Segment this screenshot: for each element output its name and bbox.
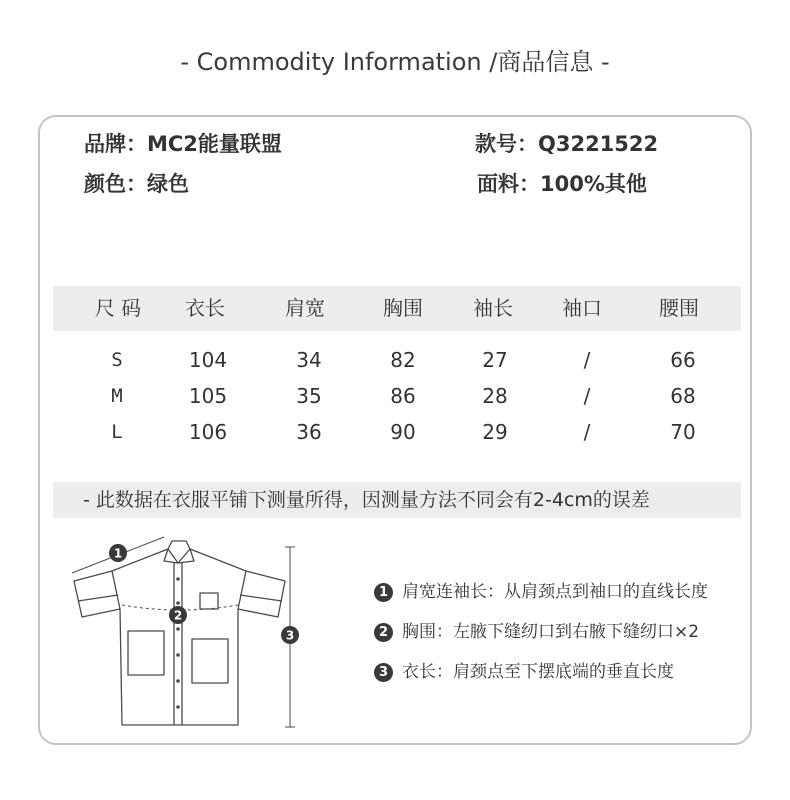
svg-text:3: 3 bbox=[285, 628, 295, 643]
svg-text:2: 2 bbox=[173, 608, 183, 623]
row-chest: 82 bbox=[390, 348, 416, 372]
row-waist: 68 bbox=[670, 384, 696, 408]
legend-item-1 bbox=[374, 580, 708, 604]
legend-text: 肩宽连袖长：从肩颈点到袖口的直线长度 bbox=[402, 582, 708, 602]
svg-text:1: 1 bbox=[113, 546, 123, 561]
coat-outline bbox=[74, 541, 285, 725]
color-info: 颜色：绿色 bbox=[84, 172, 189, 196]
row-size: S bbox=[111, 349, 123, 371]
legend-text: 胸围：左腋下缝纫口到右腋下缝纫口×2 bbox=[402, 622, 700, 642]
measurement-note: - 此数据在衣服平铺下测量所得，因测量方法不同会有2-4cm的误差 bbox=[53, 482, 741, 518]
header-sleeve: 袖长 bbox=[473, 296, 513, 320]
header-shoulder: 肩宽 bbox=[285, 296, 325, 320]
legend-number: 1 bbox=[374, 583, 393, 602]
header-waist: 腰围 bbox=[659, 296, 699, 320]
header-cuff: 袖口 bbox=[562, 296, 602, 320]
page-title: - Commodity Information /商品信息 - bbox=[180, 48, 610, 76]
marker-3 bbox=[281, 626, 299, 644]
legend-item-3 bbox=[374, 660, 674, 684]
row-cuff: / bbox=[583, 384, 591, 408]
row-length: 104 bbox=[188, 348, 228, 372]
row-length: 105 bbox=[188, 384, 228, 408]
row-chest: 90 bbox=[390, 420, 416, 444]
row-chest: 86 bbox=[390, 384, 416, 408]
header-size: 尺 码 bbox=[94, 296, 142, 320]
row-sleeve: 27 bbox=[482, 348, 508, 372]
row-sleeve: 28 bbox=[482, 384, 508, 408]
marker-1 bbox=[109, 544, 127, 562]
table-row bbox=[0, 378, 790, 414]
legend-item-2 bbox=[374, 620, 699, 644]
row-waist: 70 bbox=[670, 420, 696, 444]
size-table-header bbox=[53, 286, 741, 331]
marker-2 bbox=[169, 606, 187, 624]
fabric-info: 面料：100%其他 bbox=[477, 172, 647, 196]
row-cuff: / bbox=[583, 348, 591, 372]
table-row bbox=[0, 342, 790, 378]
row-size: M bbox=[111, 385, 123, 407]
garment-diagram bbox=[60, 535, 320, 735]
coat-buttons bbox=[173, 577, 183, 709]
header-length: 衣长 bbox=[185, 296, 225, 320]
header-chest: 胸围 bbox=[383, 296, 423, 320]
row-shoulder: 36 bbox=[296, 420, 322, 444]
row-sleeve: 29 bbox=[482, 420, 508, 444]
row-size: L bbox=[111, 421, 123, 443]
legend-text: 衣长：肩颈点至下摆底端的垂直长度 bbox=[402, 662, 674, 682]
model-info: 款号：Q3221522 bbox=[475, 132, 659, 156]
table-row bbox=[0, 414, 790, 450]
row-shoulder: 35 bbox=[296, 384, 322, 408]
row-cuff: / bbox=[583, 420, 591, 444]
row-length: 106 bbox=[188, 420, 228, 444]
legend-number: 3 bbox=[374, 663, 393, 682]
brand-info: 品牌：MC2能量联盟 bbox=[84, 132, 282, 156]
row-shoulder: 34 bbox=[296, 348, 322, 372]
row-waist: 66 bbox=[670, 348, 696, 372]
legend-number: 2 bbox=[374, 623, 393, 642]
